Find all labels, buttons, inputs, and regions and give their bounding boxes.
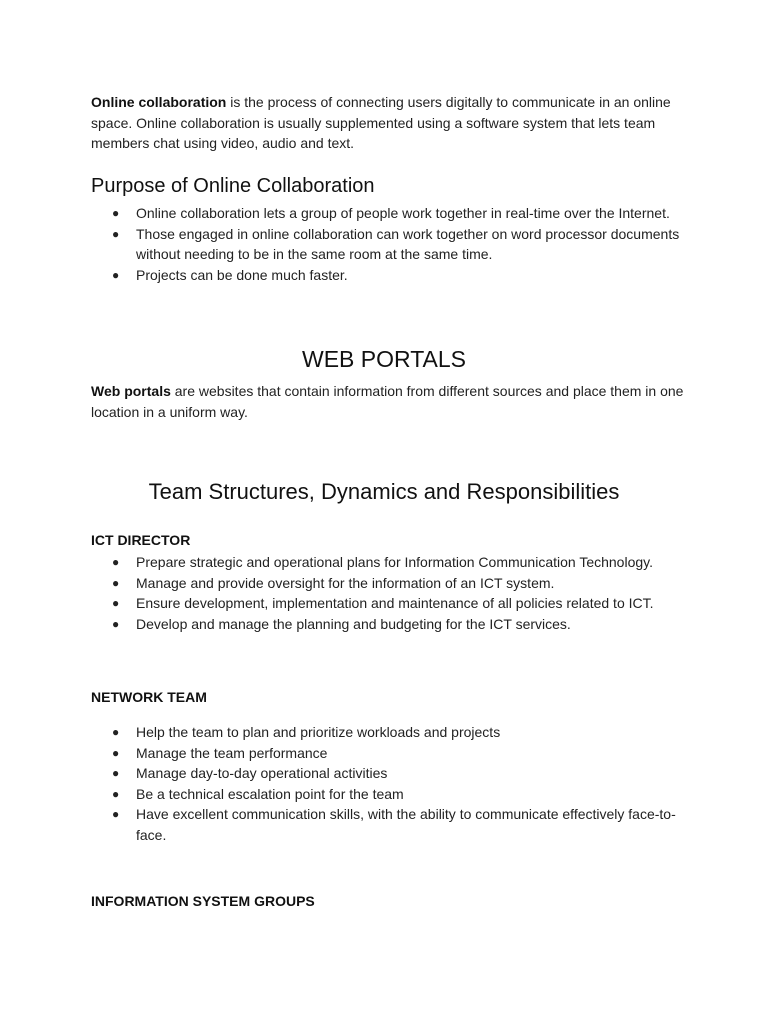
bullet-icon: ●: [112, 725, 120, 739]
list-item: [91, 722, 681, 743]
info-system-groups-label: INFORMATION SYSTEM GROUPS: [91, 893, 315, 909]
intro-text: is the process of connecting users digitally to communicate in an online space. Online collaboration is usually supplemented using a software system that lets team members chat using video, audio and text.: [91, 94, 671, 151]
bullet-icon: ●: [112, 206, 120, 220]
list-item: [91, 224, 681, 265]
bullet-icon: ●: [112, 226, 120, 241]
list-item-text: Those engaged in online collaboration can work together on word processor documents without needing to be in the same room at the same time.: [136, 225, 680, 262]
list-item-text: Be a technical escalation point for the team: [136, 785, 404, 802]
list-item: [91, 593, 681, 614]
list-item: [91, 265, 681, 286]
list-item: [91, 763, 681, 784]
bullet-icon: ●: [112, 745, 120, 760]
list-item-text: Manage the team performance: [136, 744, 328, 761]
ict-director-label: ICT DIRECTOR: [91, 532, 191, 548]
web-portals-text: are websites that contain information from different sources and place them in one location in a uniform way.: [91, 383, 684, 420]
list-item-text: Develop and manage the planning and budgeting for the ICT services.: [136, 615, 571, 632]
list-item-text: Manage day-to-day operational activities: [136, 765, 388, 781]
intro-term: Online collaboration: [91, 94, 227, 110]
list-item-text: Prepare strategic and operational plans for Information Communication Technology.: [136, 554, 653, 570]
bullet-icon: ●: [112, 616, 120, 631]
list-item-text: Online collaboration lets a group of people work together in real-time over the Internet.: [136, 205, 670, 221]
list-item: [91, 743, 681, 764]
purpose-heading: Purpose of Online Collaboration: [91, 175, 375, 197]
bullet-icon: ●: [112, 807, 120, 821]
bullet-icon: ●: [112, 267, 120, 282]
bullet-icon: ●: [112, 596, 120, 610]
bullet-icon: ●: [112, 555, 120, 569]
list-item: [91, 573, 681, 594]
purpose-list: [91, 203, 681, 285]
network-team-label: NETWORK TEAM: [91, 689, 207, 705]
list-item: [91, 804, 681, 845]
list-item: [91, 614, 681, 635]
bullet-icon: ●: [112, 575, 120, 590]
list-item-text: Projects can be done much faster.: [136, 266, 348, 283]
list-item-text: Have excellent communication skills, with the ability to communicate effectively face-to-face.: [136, 806, 676, 843]
web-portals-paragraph: [91, 381, 691, 422]
bullet-icon: ●: [112, 786, 120, 801]
web-portals-heading: WEB PORTALS: [301, 346, 467, 372]
list-item-text: Help the team to plan and prioritize workloads and projects: [136, 724, 501, 740]
bullet-icon: ●: [112, 766, 120, 780]
intro-paragraph: [91, 92, 691, 154]
list-item: [91, 203, 681, 224]
list-item-text: Ensure development, implementation and maintenance of all policies related to ICT.: [136, 595, 654, 611]
list-item: [91, 784, 681, 805]
list-item: [91, 552, 681, 573]
team-heading: Team Structures, Dynamics and Responsibilities: [148, 479, 620, 504]
web-portals-term: Web portals: [91, 383, 171, 399]
network-team-list: [91, 722, 681, 845]
list-item-text: Manage and provide oversight for the information of an ICT system.: [136, 574, 555, 591]
ict-director-list: [91, 552, 681, 634]
